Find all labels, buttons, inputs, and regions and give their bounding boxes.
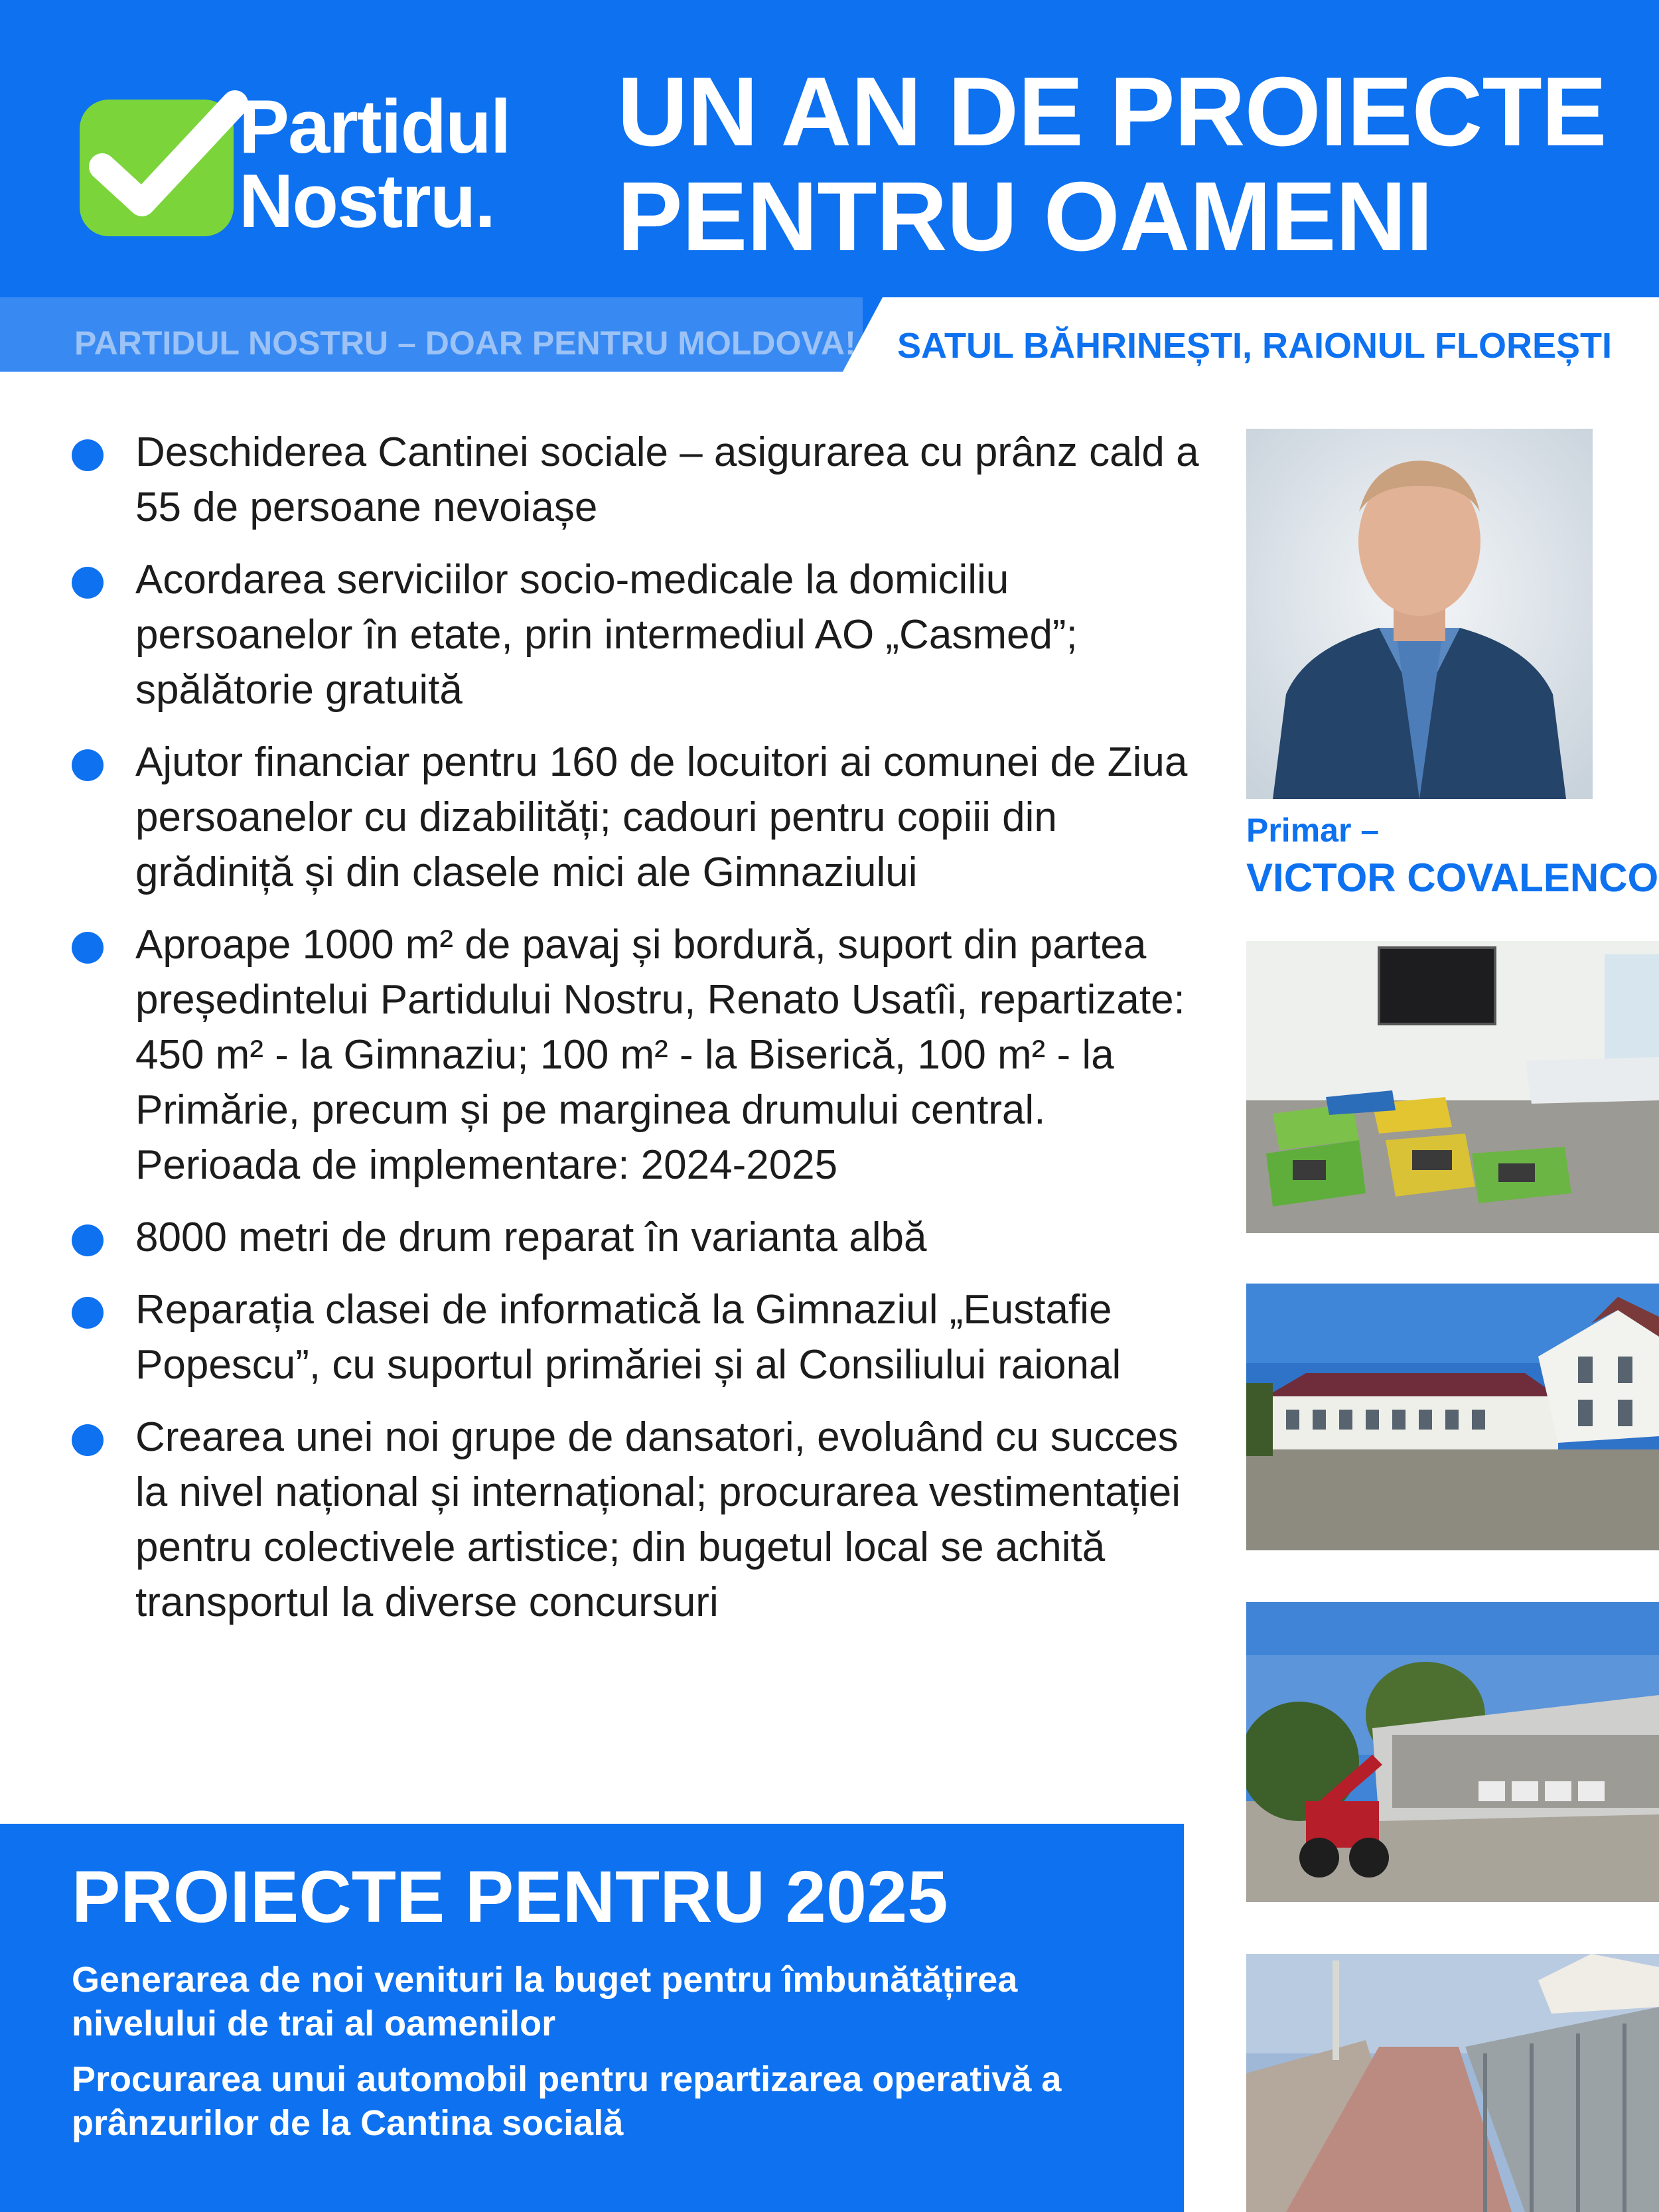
list-item (72, 1410, 1200, 1630)
list-item-text: 8000 metri de drum reparat în varianta albă (135, 1215, 927, 1260)
list-item-text: Ajutor financiar pentru 160 de locuitori ai comunei de Ziua persoanelor cu dizabilități; cadouri pentru copiii din grădiniță și din clasele mici ale Gimnaziului (135, 739, 1188, 895)
project-item: Generarea de noi venituri la buget pentru îmbunătățirea nivelului de trai al oamenilor (72, 1960, 1018, 2043)
list-item (72, 425, 1200, 535)
project-item: Procurarea unui automobil pentru repartizarea operativă a prânzurilor de la Cantina socială (72, 2059, 1062, 2143)
equipment-delivery-photo (1246, 1602, 1659, 1902)
list-item (72, 1210, 1200, 1265)
bullet-icon (72, 749, 104, 781)
list-item-text: Crearea unei noi grupe de dansatori, evoluând cu succes la nivel național și internațional; procurarea vestimentației pentru colectivele artistice; din bugetul local se achită transportul la diverse concursuri (135, 1414, 1181, 1625)
title-line-2: PENTRU OAMENI (617, 162, 1433, 271)
list-item-text: Acordarea serviciilor socio-medicale la domiciliu persoanelor în etate, prin intermediul AO „Casmed”; spălătorie gratuită (135, 557, 1078, 713)
bullet-icon (72, 567, 104, 599)
classroom-photo (1246, 941, 1659, 1233)
list-item (72, 1282, 1200, 1392)
logo-line-1: Partidul (239, 85, 510, 169)
list-item (72, 735, 1200, 900)
page-title (617, 57, 1607, 271)
logo-line-2: Nostru. (239, 159, 494, 244)
bullet-icon (72, 1224, 104, 1256)
bullet-icon (72, 932, 104, 964)
party-logo-text (239, 85, 510, 244)
list-item (72, 552, 1200, 717)
projects-2025-title: PROIECTE PENTRU 2025 (72, 1856, 948, 1938)
party-slogan: PARTIDUL NOSTRU – DOAR PENTRU MOLDOVA! (74, 325, 856, 362)
achievements-list (72, 425, 1200, 1647)
list-item-text: Reparația clasei de informatică la Gimnaziul „Eustafie Popescu”, cu suportul primăriei și al Consiliului raional (135, 1287, 1121, 1388)
bullet-icon (72, 1297, 104, 1329)
school-building-photo (1246, 1284, 1659, 1550)
paved-sidewalk-photo (1246, 1954, 1659, 2212)
title-line-1: UN AN DE PROIECTE (617, 57, 1607, 167)
checkmark-icon (76, 77, 248, 230)
mayor-role: Primar – (1246, 812, 1380, 849)
bullet-icon (72, 439, 104, 471)
list-item-text: Aproape 1000 m² de pavaj și bordură, suport din partea președintelui Partidului Nostru, Renato Usatîi, repartizate: 450 m² - la Gimnaziu; 100 m² - la Biserică, 100 m² - la Primărie, precum și pe marginea drumului central. Perioada de implementare: 2024-2025 (135, 922, 1185, 1188)
mayor-name: VICTOR COVALENCO (1246, 855, 1659, 900)
party-logo (80, 100, 234, 236)
mayor-portrait-photo (1246, 429, 1593, 799)
bullet-icon (72, 1424, 104, 1456)
list-item (72, 917, 1200, 1193)
list-item-text: Deschiderea Cantinei sociale – asigurarea cu prânz cald a 55 de persoane nevoiașe (135, 429, 1199, 530)
location-label: SATUL BĂHRINEȘTI, RAIONUL FLOREȘTI (897, 326, 1613, 366)
